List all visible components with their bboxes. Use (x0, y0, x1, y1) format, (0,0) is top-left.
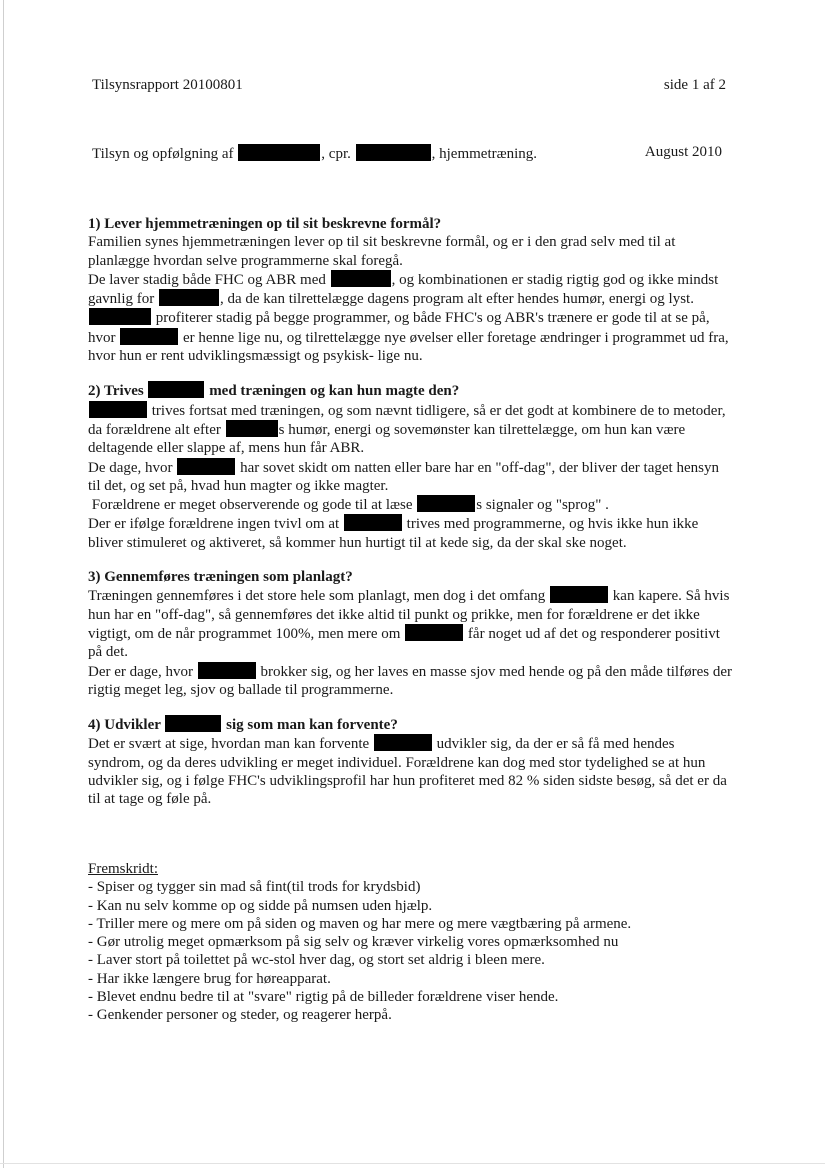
text-span: Der er dage, hvor (88, 663, 193, 680)
text-span: er henne lige nu, og tilrettelægge nye øvelser eller foretage ændringer i programmet ud fra, hvor hun er rent udviklingsmæssigt og psykisk- lige nu. (88, 329, 729, 365)
text-span: får noget ud af det og responderer positivt på det. (88, 625, 720, 661)
paragraph (88, 270, 733, 309)
text-span: 4) Udvikler (88, 717, 161, 734)
list-item: - Gør utrolig meget opmærksom på sig selv og kræver virkelig vores opmærksomhed nu (88, 934, 619, 951)
redaction-box (238, 144, 320, 161)
text-span: , og kombinationen er stadig rigtig god og ikke mindst gavnlig for (88, 271, 719, 308)
text-span: De laver stadig både FHC og ABR med (88, 271, 326, 288)
text-span: sig som man kan forvente? (226, 717, 398, 734)
text-span: trives fortsat med træningen, og som nævnt tidligere, så er det godt at kombinere de to metoder, da forældrene alt efter (88, 402, 726, 438)
redaction-box (120, 328, 178, 345)
redaction-box (89, 308, 151, 325)
progress-list (88, 878, 738, 1024)
redaction-box (374, 734, 432, 751)
paragraph (88, 458, 733, 496)
redaction-box (550, 586, 608, 603)
section-2 (88, 381, 733, 552)
redaction-box (417, 495, 475, 512)
section-title: 3) Gennemføres træningen som planlagt? (88, 569, 353, 586)
subject-date: August 2010 (644, 144, 722, 160)
text-span: trives med programmerne, og hvis ikke hun ikke bliver stimuleret og aktiveret, så kommer hun hurtigt til at kede sig, da der skal ske noget. (88, 516, 699, 551)
report-body (88, 215, 733, 825)
list-item: - Blevet endnu bedre til at "svare" rigtig på de billeder forældrene viser hende. (88, 989, 559, 1006)
progress-heading: Fremskridt: (88, 861, 158, 877)
redaction-box (226, 420, 278, 437)
text-span: 2) Trives (88, 383, 144, 400)
list-item: - Genkender personer og steder, og reagerer herpå. (88, 1007, 392, 1024)
text-span: med træningen og kan hun magte den? (209, 383, 460, 400)
paragraph (88, 734, 733, 808)
scan-edge-left (3, 0, 4, 1168)
section-title (88, 381, 733, 400)
paragraph (88, 514, 733, 552)
list-item: - Triller mere og mere om på siden og maven og har mere og mere vægtbæring på armene. (88, 915, 632, 932)
paragraph (88, 495, 733, 514)
page-number: side 1 af 2 (663, 77, 726, 93)
redaction-box (159, 289, 219, 306)
report-id: Tilsynsrapport 20100801 (92, 77, 243, 93)
paragraph (88, 662, 733, 700)
section-1 (88, 215, 733, 365)
text-span: s signaler og "sprog" . (476, 497, 609, 514)
list-item: - Laver stort på toilettet på wc-stol hver dag, og stort set aldrig i bleen mere. (88, 952, 545, 969)
scan-edge-bottom (0, 1163, 825, 1164)
text-span: udvikler sig, da der er så få med hendes syndrom, og da deres udvikling er meget individuel. Forældrene kan dog med stor tydelighed se at hun udvikler sig, og i følge FHC's udviklingsprofil har hun profiteret med 82 % siden sidste besøg, så det er da til at tage og føle på. (88, 736, 727, 808)
section-4 (88, 715, 733, 808)
text-span: De dage, hvor (88, 459, 173, 476)
redaction-box (148, 381, 204, 398)
subject-prefix: Tilsyn og opfølgning af (92, 146, 234, 162)
text-span: , da de kan tilrettelægge dagens program alt efter hendes humør, energi og lyst. (219, 291, 694, 308)
redaction-box (331, 270, 391, 287)
subject-suffix: , hjemmetræning. (431, 146, 538, 162)
paragraph (88, 308, 733, 365)
text-span: kan kapere. Så hvis hun har en "off-dag", så gennemføres det ikke altid til punkt og prikke, men for forældrene er det ikke vigtigt, om de når programmet 100%, men mere om (88, 588, 730, 642)
text-span: s humør, energi og sovemønster kan tilrettelægge, om hun kan være deltagende eller slappe af, mens hun får ABR. (88, 421, 686, 457)
paragraph (88, 586, 733, 661)
redaction-box (344, 514, 402, 531)
redaction-box (198, 662, 256, 679)
subject-line (92, 144, 537, 163)
text-span: brokker sig, og her laves en masse sjov med hende og på den måde tilføres der rigtig meget leg, sjov og ballade til programmerne. (88, 663, 732, 698)
progress-section (88, 860, 738, 1025)
section-title (88, 715, 733, 734)
paragraph: Familien synes hjemmetræningen lever op til sit beskrevne formål, og er i den grad selv med til at planlægge hvordan selve programmerne skal foregå. (88, 234, 676, 269)
redaction-box (165, 715, 221, 732)
redaction-box (405, 624, 463, 641)
redaction-box (89, 401, 147, 418)
paragraph (88, 401, 733, 458)
text-span: Det er svært at sige, hvordan man kan forvente (88, 736, 370, 753)
text-span: Træningen gennemføres i det store hele som planlagt, men dog i det omfang (88, 588, 546, 605)
section-3 (88, 568, 733, 699)
text-span: har sovet skidt om natten eller bare har en "off-dag", der bliver der taget hensyn til det, og set på, hvad hun magter og ikke magter. (88, 459, 719, 494)
section-title: 1) Lever hjemmetræningen op til sit beskrevne formål? (88, 216, 442, 232)
redaction-box (356, 144, 431, 161)
subject-cpr: , cpr. (321, 146, 351, 162)
text-span: profiterer stadig på begge programmer, og både FHC's og ABR's trænere er gode til at se på, hvor (88, 310, 710, 346)
redaction-box (177, 458, 235, 475)
text-span: Der er ifølge forældrene ingen tvivl om at (88, 516, 340, 533)
list-item: - Kan nu selv komme op og sidde på numsen uden hjælp. (88, 897, 433, 914)
list-item: - Har ikke længere brug for høreapparat. (88, 970, 331, 987)
text-span: Forældrene er meget observerende og gode til at læse (91, 497, 413, 514)
list-item: - Spiser og tygger sin mad så fint(til trods for krydsbid) (88, 879, 421, 896)
